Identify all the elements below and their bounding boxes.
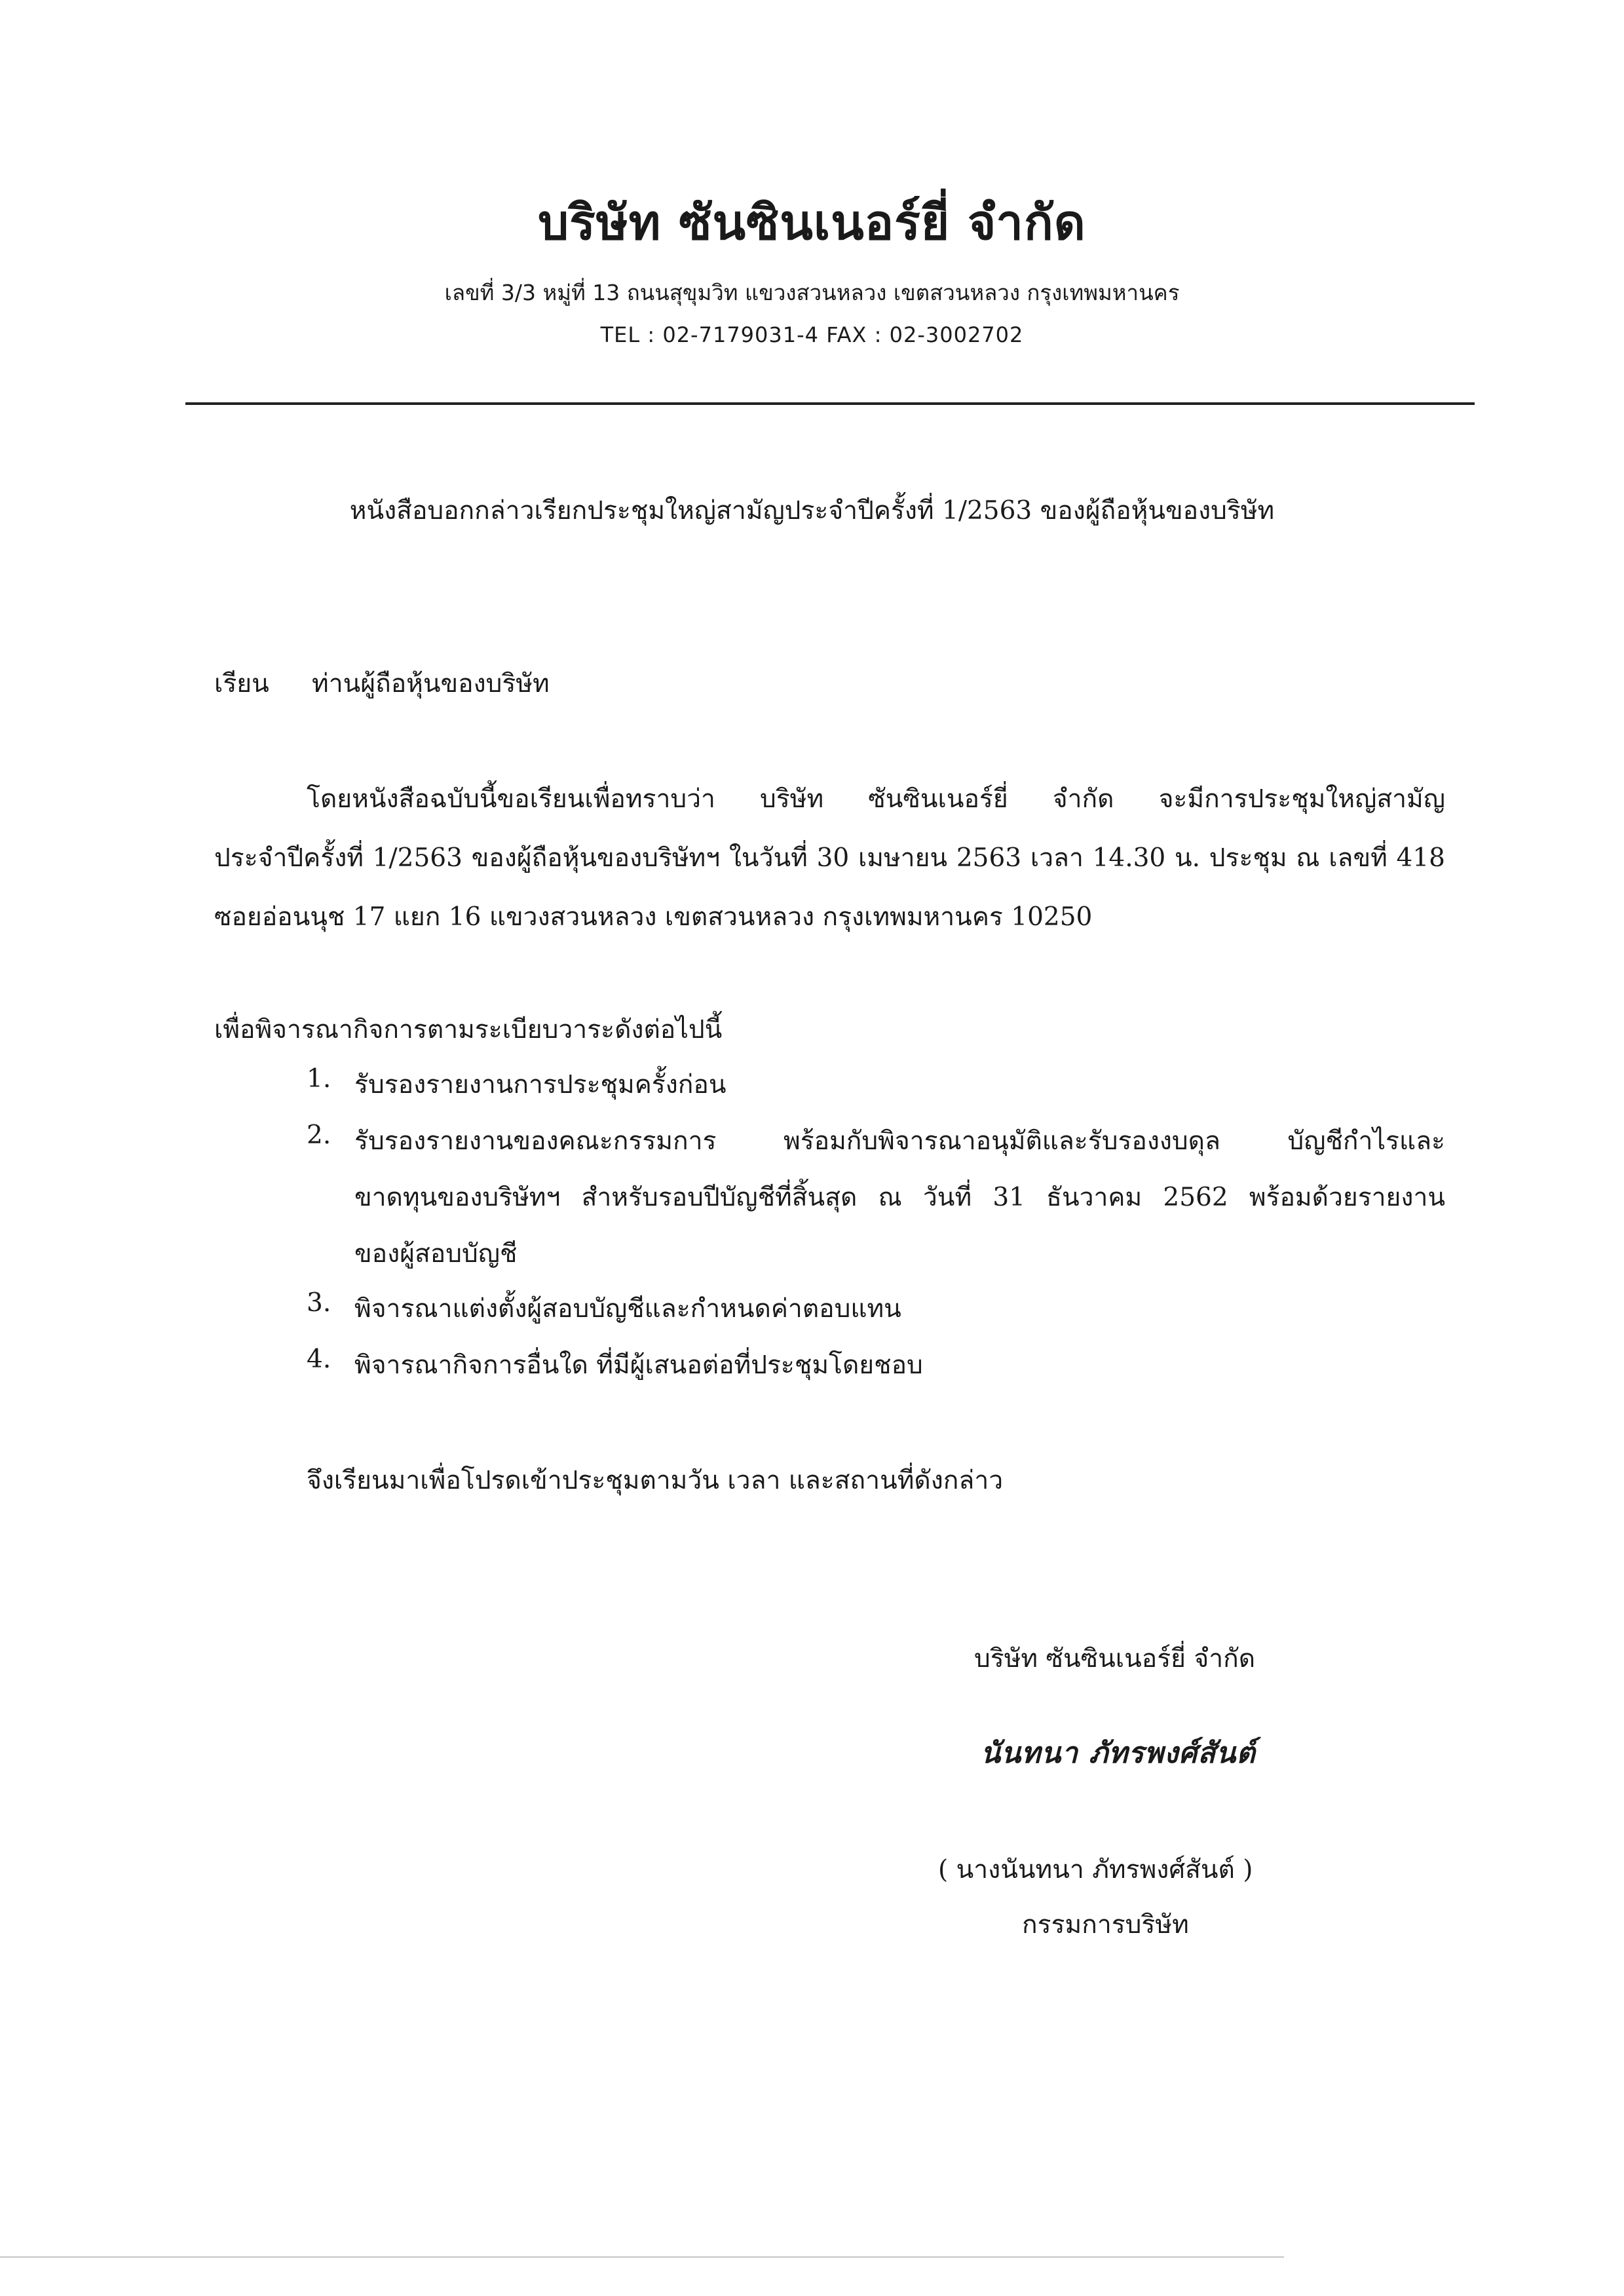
body-line-3: ซอยอ่อนนุช 17 แยก 16 แขวงสวนหลวง เขตสวนหลวง กรุงเทพมหานคร 10250 [214, 902, 1093, 932]
agenda-item-3-text: พิจารณาแต่งตั้งผู้สอบบัญชีและกำหนดค่าตอบแทน [354, 1294, 901, 1324]
signature-company: บริษัท ซันซินเนอร์ยี่ จำกัด [974, 1644, 1256, 1674]
agenda-item-1-text: รับรองรายงานการประชุมครั้งก่อน [354, 1070, 727, 1100]
agenda-item-1-number: 1. [307, 1064, 331, 1094]
agenda-item-2-number: 2. [307, 1120, 331, 1150]
scan-edge-line [0, 2256, 1284, 2258]
agenda-item-3-number: 3. [307, 1288, 331, 1318]
company-contact: TEL : 02-7179031-4 FAX : 02-3002702 [600, 322, 1024, 347]
agenda-item-2-line-2: ขาดทุนของบริษัทฯ สำหรับรอบปีบัญชีที่สิ้นสุด ณ วันที่ 31 ธันวาคม 2562 พร้อมด้วยรายงาน [354, 1183, 1445, 1212]
agenda-item-4-number: 4. [307, 1345, 331, 1374]
company-address: เลขที่ 3/3 หมู่ที่ 13 ถนนสุขุมวิท แขวงสวนหลวง เขตสวนหลวง กรุงเทพมหานคร [444, 280, 1180, 305]
agenda-item-2-line-1: รับรองรายงานของคณะกรรมการ พร้อมกับพิจารณาอนุมัติและรับรองงบดุล บัญชีกำไรและ [354, 1126, 1445, 1156]
salutation-label: เรียน [214, 669, 269, 698]
agenda-item-2-line-3: ของผู้สอบบัญชี [354, 1239, 518, 1269]
signatory-name: ( นางนันทนา ภัทรพงศ์สันต์ ) [938, 1855, 1253, 1885]
handwritten-signature: นันทนา ภัทรพงศ์สันต์ [981, 1736, 1256, 1770]
salutation-recipient: ท่านผู้ถือหุ้นของบริษัท [312, 669, 550, 698]
company-name: บริษัท ซันซินเนอร์ยี่ จำกัด [538, 195, 1086, 251]
header-divider [185, 402, 1475, 405]
body-line-2: ประจำปีครั้งที่ 1/2563 ของผู้ถือหุ้นของบริษัทฯ ในวันที่ 30 เมษายน 2563 เวลา 14.30 น. ประชุม ณ เลขที่ 418 [214, 843, 1445, 873]
agenda-item-4-text: พิจารณากิจการอื่นใด ที่มีผู้เสนอต่อที่ประชุมโดยชอบ [354, 1350, 923, 1380]
signatory-position: กรรมการบริษัท [1022, 1910, 1189, 1940]
body-line-1: โดยหนังสือฉบับนี้ขอเรียนเพื่อทราบว่า บริษัท ซันซินเนอร์ยี่ จำกัด จะมีการประชุมใหญ่สามัญ [307, 784, 1445, 814]
letter-subject: หนังสือบอกกล่าวเรียกประชุมใหญ่สามัญประจำปีครั้งที่ 1/2563 ของผู้ถือหุ้นของบริษัท [349, 496, 1275, 526]
agenda-intro: เพื่อพิจารณากิจการตามระเบียบวาระดังต่อไปนี้ [214, 1015, 723, 1044]
closing-line: จึงเรียนมาเพื่อโปรดเข้าประชุมตามวัน เวลา และสถานที่ดังกล่าว [307, 1466, 1004, 1495]
